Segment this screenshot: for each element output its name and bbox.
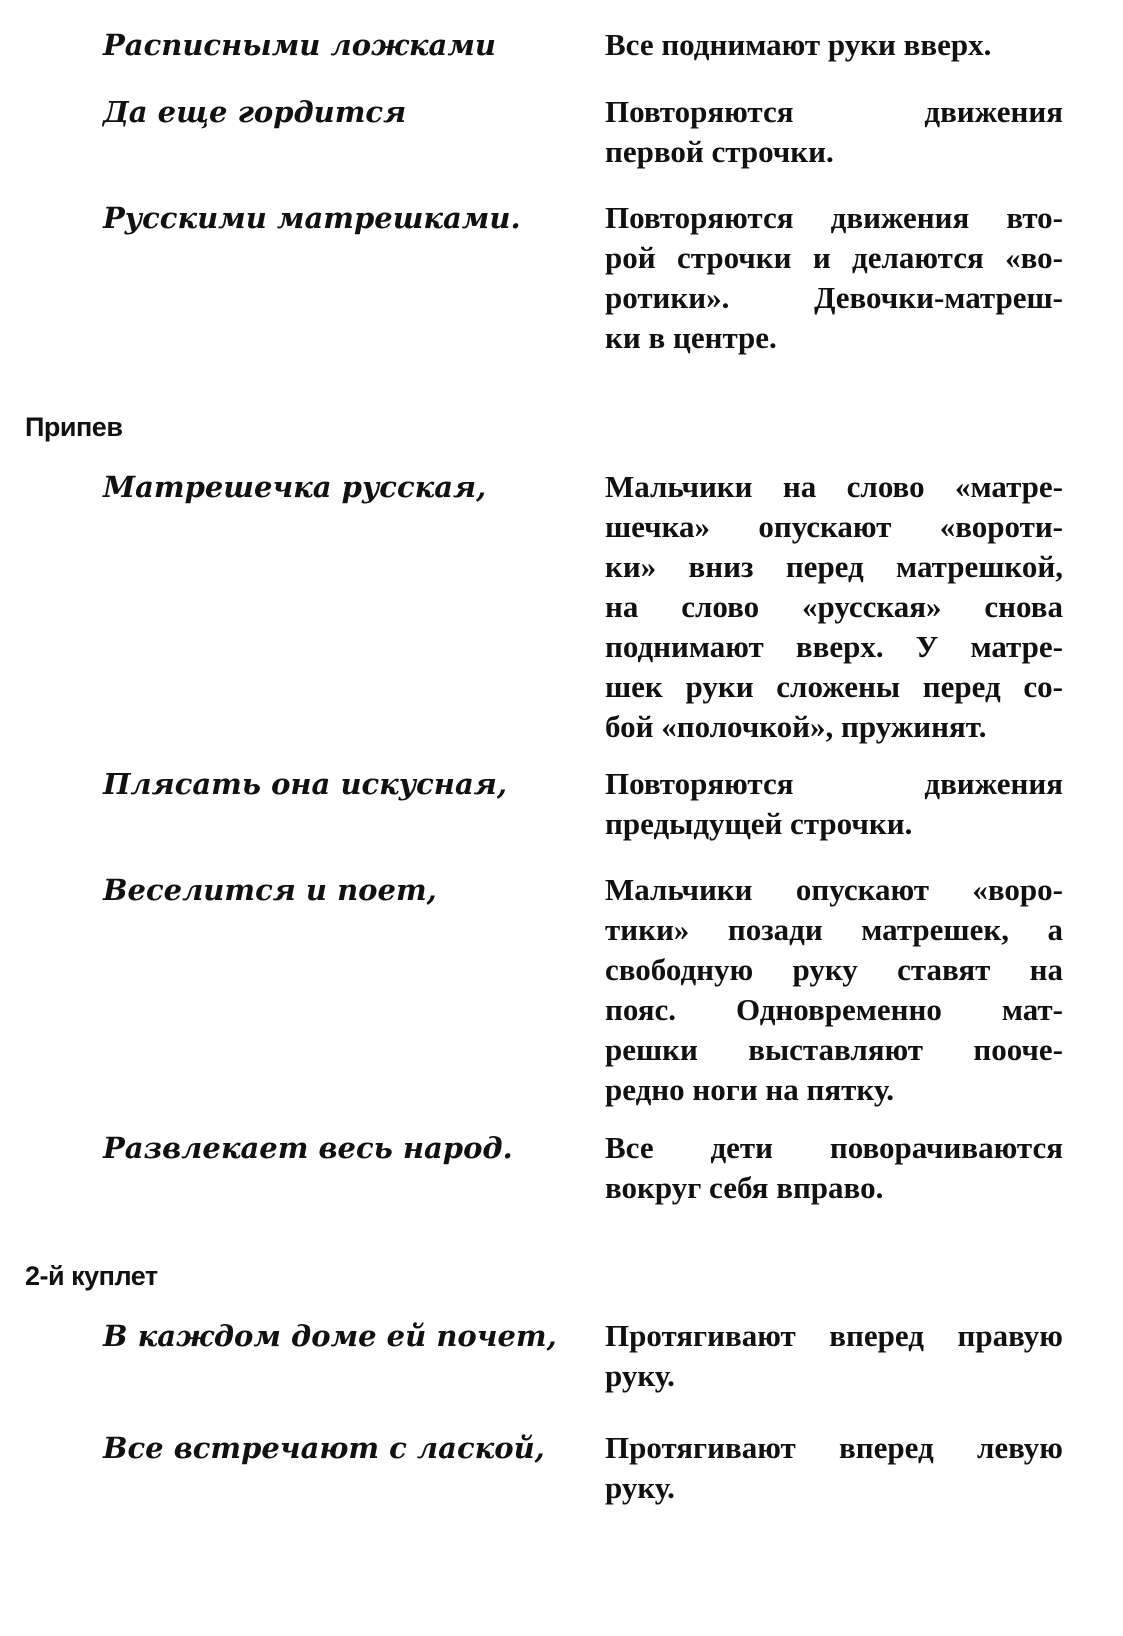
action-line: Протягивают вперед правую	[605, 1318, 1063, 1353]
action-text	[605, 1316, 1063, 1396]
action-text	[605, 25, 1063, 65]
action-line: редно ноги на пятку.	[605, 1072, 894, 1107]
lyric-line: Плясать она искусная,	[103, 767, 507, 801]
action-line: свободную руку ставят на	[605, 952, 1063, 987]
action-line: бой «полочкой», пружинят.	[605, 709, 987, 744]
action-line: первой строчки.	[605, 134, 834, 169]
action-text	[605, 764, 1063, 844]
action-line: рой строчки и делаются «во-	[605, 240, 1063, 275]
action-line: тики» позади матрешек, а	[605, 912, 1063, 947]
action-line: Протягивают вперед левую	[605, 1430, 1063, 1465]
action-line: вокруг себя вправо.	[605, 1170, 884, 1205]
action-line: Повторяются движения вто-	[605, 200, 1063, 235]
action-line: Мальчики опускают «воро-	[605, 872, 1063, 907]
lyric-line: Матрешечка русская,	[103, 470, 487, 504]
action-line: Все поднимают руки вверх.	[605, 27, 992, 62]
action-line: шечка» опускают «вороти-	[605, 509, 1063, 544]
action-text	[605, 198, 1063, 358]
lyric-line: Русскими матрешками.	[103, 201, 521, 235]
action-text	[605, 1428, 1063, 1508]
action-line: Повторяются движения	[605, 94, 1063, 129]
action-line: ротики». Девочки-матреш-	[605, 280, 1063, 315]
action-line: пояс. Одновременно мат-	[605, 992, 1063, 1027]
action-line: ки» вниз перед матрешкой,	[605, 549, 1063, 584]
action-line: на слово «русская» снова	[605, 589, 1063, 624]
section-heading-verse-2: 2-й куплет	[25, 1261, 158, 1291]
action-text	[605, 870, 1063, 1110]
action-line: предыдущей строчки.	[605, 806, 913, 841]
action-line: решки выставляют пооче-	[605, 1032, 1063, 1067]
action-line: руку.	[605, 1358, 675, 1393]
lyric-line: Веселится и поет,	[103, 873, 437, 907]
action-line: шек руки сложены перед со-	[605, 669, 1063, 704]
action-line: Повторяются движения	[605, 766, 1063, 801]
action-line: поднимают вверх. У матре-	[605, 629, 1063, 664]
lyric-line: В каждом доме ей почет,	[103, 1319, 557, 1353]
action-text	[605, 92, 1063, 172]
action-line: руку.	[605, 1470, 675, 1505]
action-text	[605, 467, 1063, 747]
lyric-line: Все встречают с лаской,	[103, 1431, 545, 1465]
action-line: Все дети поворачиваются	[605, 1130, 1063, 1165]
action-text	[605, 1128, 1063, 1208]
action-line: Мальчики на слово «матре-	[605, 469, 1063, 504]
lyric-line: Расписными ложками	[103, 28, 496, 62]
action-line: ки в центре.	[605, 320, 777, 355]
lyric-line: Да еще гордится	[103, 95, 407, 129]
section-heading-chorus: Припев	[25, 412, 123, 442]
lyric-line: Развлекает весь народ.	[103, 1131, 513, 1165]
